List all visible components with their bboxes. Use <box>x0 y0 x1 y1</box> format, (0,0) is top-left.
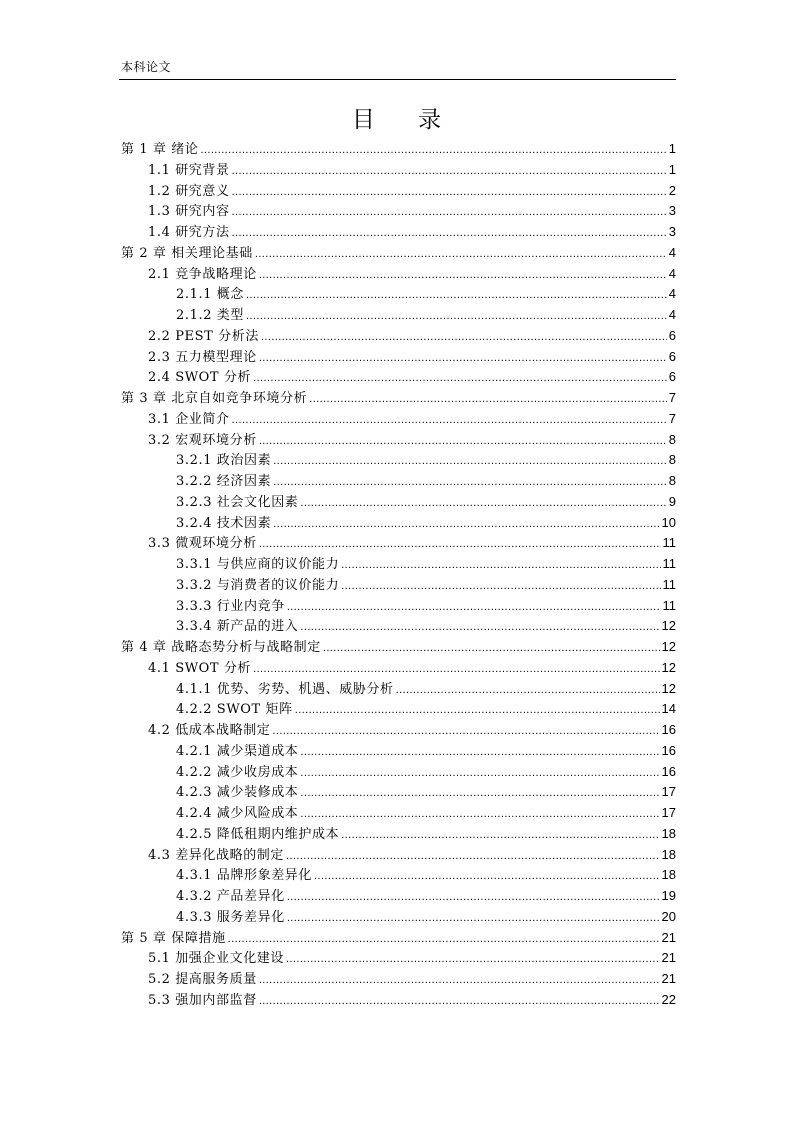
toc-entry-label: 4.3 差异化战略的制定 <box>148 847 285 863</box>
table-of-contents <box>121 139 676 1011</box>
toc-entry-label: 2.1.2 类型 <box>176 308 245 323</box>
toc-entry-page-number: 21 <box>661 971 676 986</box>
toc-entry-label: 3.3.2 与消费者的议价能力 <box>176 577 340 593</box>
toc-leader-dots <box>259 534 661 555</box>
toc-entry[interactable] <box>121 160 676 181</box>
toc-entry-page-number: 19 <box>661 888 676 903</box>
toc-entry-page-number: 21 <box>661 929 676 945</box>
toc-entry[interactable] <box>121 616 676 637</box>
toc-entry[interactable] <box>121 284 676 305</box>
toc-entry[interactable] <box>121 824 676 845</box>
toc-entry-page-number: 11 <box>662 576 676 592</box>
toc-entry-page-number: 12 <box>661 639 676 654</box>
toc-entry-page-number: 20 <box>661 908 676 924</box>
toc-leader-dots <box>300 742 659 763</box>
toc-leader-dots <box>272 721 659 742</box>
toc-entry-label: 第 2 章 相关理论基础 <box>121 245 253 261</box>
toc-entry-page-number: 6 <box>668 327 676 343</box>
toc-leader-dots <box>259 348 667 369</box>
toc-leader-dots <box>232 410 667 431</box>
toc-leader-dots <box>273 451 667 472</box>
toc-leader-dots <box>273 472 667 493</box>
toc-leader-dots <box>309 389 666 410</box>
toc-leader-dots <box>323 638 660 659</box>
toc-entry-label: 2.1.1 概念 <box>176 287 245 303</box>
toc-entry-page-number: 9 <box>668 493 676 509</box>
toc-leader-dots <box>300 493 666 514</box>
toc-entry-label: 4.3.1 品牌形象差异化 <box>176 868 313 884</box>
toc-leader-dots <box>300 617 659 638</box>
toc-entry-page-number: 18 <box>661 825 676 841</box>
toc-entry-label: 3.2.3 社会文化因素 <box>176 494 299 510</box>
toc-entry-page-number: 3 <box>668 224 676 239</box>
toc-entry[interactable] <box>121 305 676 326</box>
toc-leader-dots <box>232 161 667 182</box>
toc-entry-label: 3.3 微观环境分析 <box>148 536 257 552</box>
toc-leader-dots <box>259 431 667 452</box>
toc-leader-dots <box>341 555 660 576</box>
toc-leader-dots <box>253 368 667 389</box>
toc-entry-label: 2.3 五力模型理论 <box>148 349 257 365</box>
toc-entry-label: 3.3.4 新产品的进入 <box>176 619 299 635</box>
toc-entry-page-number: 21 <box>661 950 676 966</box>
toc-entry[interactable] <box>121 886 676 907</box>
toc-entry-page-number: 7 <box>668 410 676 426</box>
toc-entry-page-number: 16 <box>661 722 676 737</box>
toc-entry-page-number: 11 <box>662 597 676 613</box>
toc-leader-dots <box>255 244 667 265</box>
toc-leader-dots <box>228 929 660 950</box>
toc-entry-label: 3.2 宏观环境分析 <box>148 432 257 448</box>
header-divider <box>119 79 676 80</box>
page-header-text: 本科论文 <box>121 60 172 74</box>
toc-entry[interactable] <box>121 471 676 492</box>
toc-entry[interactable] <box>121 907 676 928</box>
toc-entry[interactable] <box>121 637 676 658</box>
toc-entry-label: 第 5 章 保障措施 <box>121 930 226 946</box>
toc-entry-page-number: 17 <box>661 805 676 820</box>
toc-entry-label: 4.1.1 优势、劣势、机遇、威胁分析 <box>176 681 394 697</box>
toc-entry[interactable] <box>121 990 676 1011</box>
toc-entry-label: 3.3.3 行业内竞争 <box>176 598 285 614</box>
toc-leader-dots <box>259 970 660 991</box>
toc-leader-dots <box>287 908 660 929</box>
toc-entry-label: 3.3.1 与供应商的议价能力 <box>176 557 340 572</box>
toc-entry-page-number: 18 <box>661 867 676 883</box>
toc-entry-page-number: 4 <box>668 244 676 260</box>
toc-leader-dots <box>300 783 659 804</box>
toc-entry-label: 4.3.3 服务差异化 <box>176 909 285 925</box>
toc-entry-label: 5.2 提高服务质量 <box>148 972 257 987</box>
toc-entry[interactable] <box>121 554 676 575</box>
toc-entry-label: 2.4 SWOT 分析 <box>148 370 252 386</box>
toc-entry-page-number: 16 <box>661 742 676 758</box>
toc-leader-dots <box>300 763 659 784</box>
toc-entry[interactable] <box>121 803 676 824</box>
toc-entry[interactable] <box>121 533 676 554</box>
toc-entry-label: 1.4 研究方法 <box>148 225 230 240</box>
toc-leader-dots <box>246 285 667 306</box>
toc-entry[interactable] <box>121 388 676 409</box>
toc-entry-page-number: 6 <box>668 369 676 385</box>
toc-title: 目 录 <box>351 107 460 133</box>
toc-leader-dots <box>232 223 667 244</box>
toc-entry-page-number: 8 <box>668 473 676 488</box>
toc-entry-label: 1.1 研究背景 <box>148 162 230 178</box>
toc-entry[interactable] <box>121 492 676 513</box>
toc-leader-dots <box>246 306 667 327</box>
toc-leader-dots <box>300 804 659 825</box>
toc-entry[interactable] <box>121 243 676 264</box>
toc-entry-label: 3.2.4 技术因素 <box>176 515 272 531</box>
toc-entry-page-number: 4 <box>668 307 676 322</box>
toc-entry[interactable] <box>121 347 676 368</box>
toc-entry[interactable] <box>121 181 676 202</box>
toc-entry[interactable] <box>121 367 676 388</box>
toc-entry[interactable] <box>121 222 676 243</box>
toc-entry[interactable] <box>121 596 676 617</box>
toc-entry[interactable] <box>121 741 676 762</box>
toc-entry-page-number: 11 <box>662 535 676 551</box>
toc-leader-dots <box>200 140 666 161</box>
toc-entry-page-number: 2 <box>668 182 676 198</box>
toc-leader-dots <box>396 680 660 701</box>
toc-leader-dots <box>287 887 660 908</box>
toc-leader-dots <box>259 991 660 1012</box>
toc-entry-page-number: 4 <box>668 265 676 281</box>
toc-entry[interactable] <box>121 865 676 886</box>
toc-entry-label: 4.2.2 减少收房成本 <box>176 764 299 780</box>
toc-entry[interactable] <box>121 948 676 969</box>
toc-entry-page-number: 18 <box>661 846 676 862</box>
toc-entry[interactable] <box>121 845 676 866</box>
toc-entry[interactable] <box>121 762 676 783</box>
toc-entry-label: 3.2.1 政治因素 <box>176 453 272 469</box>
toc-entry-page-number: 12 <box>661 659 676 675</box>
toc-entry-page-number: 17 <box>661 784 676 800</box>
toc-leader-dots <box>261 327 667 348</box>
toc-entry[interactable] <box>121 264 676 285</box>
toc-entry[interactable] <box>121 679 676 700</box>
toc-entry-label: 5.3 强加内部监督 <box>148 992 257 1008</box>
toc-leader-dots <box>232 182 667 203</box>
toc-entry-label: 1.2 研究意义 <box>148 183 230 199</box>
toc-entry[interactable] <box>121 928 676 949</box>
toc-entry-page-number: 4 <box>668 286 676 302</box>
toc-entry[interactable] <box>121 658 676 679</box>
toc-entry-label: 3.2.2 经济因素 <box>176 474 272 489</box>
toc-entry-label: 第 1 章 绪论 <box>121 142 199 157</box>
toc-entry-label: 4.2 低成本战略制定 <box>148 723 271 738</box>
toc-leader-dots <box>341 825 659 846</box>
toc-entry[interactable] <box>121 409 676 430</box>
toc-entry-label: 4.2.4 减少风险成本 <box>176 806 299 821</box>
toc-entry[interactable] <box>121 201 676 222</box>
toc-entry-page-number: 8 <box>668 452 676 468</box>
toc-entry-page-number: 3 <box>668 203 676 219</box>
toc-entry-page-number: 10 <box>661 514 676 530</box>
toc-entry[interactable] <box>121 782 676 803</box>
toc-entry[interactable] <box>121 720 676 741</box>
toc-entry-page-number: 1 <box>668 161 676 177</box>
toc-entry-label: 第 4 章 战略态势分析与战略制定 <box>121 640 321 655</box>
toc-leader-dots <box>232 202 667 223</box>
toc-entry-page-number: 1 <box>668 141 676 156</box>
toc-entry[interactable] <box>121 969 676 990</box>
toc-entry[interactable] <box>121 326 676 347</box>
toc-entry-label: 1.3 研究内容 <box>148 204 230 220</box>
toc-entry[interactable] <box>121 575 676 596</box>
toc-entry[interactable] <box>121 699 676 720</box>
toc-leader-dots <box>341 576 660 597</box>
toc-entry-page-number: 22 <box>661 991 676 1007</box>
toc-entry-label: 第 3 章 北京自如竞争环境分析 <box>121 391 308 406</box>
toc-entry-label: 4.2.1 减少渠道成本 <box>176 743 299 759</box>
toc-leader-dots <box>253 659 659 680</box>
toc-entry-page-number: 12 <box>661 618 676 634</box>
toc-entry[interactable] <box>121 450 676 471</box>
toc-entry-label: 2.1 竞争战略理论 <box>148 266 257 282</box>
toc-entry-label: 4.2.2 SWOT 矩阵 <box>176 702 293 718</box>
toc-entry-label: 4.2.5 降低租期内维护成本 <box>176 826 340 842</box>
toc-leader-dots <box>286 846 660 867</box>
toc-entry-label: 4.3.2 产品差异化 <box>176 889 285 904</box>
toc-leader-dots <box>295 700 660 721</box>
toc-entry-page-number: 16 <box>661 763 676 779</box>
toc-leader-dots <box>273 514 659 535</box>
toc-leader-dots <box>314 866 660 887</box>
toc-entry-page-number: 11 <box>662 556 676 571</box>
toc-entry-label: 2.2 PEST 分析法 <box>148 328 259 344</box>
toc-entry-label: 5.1 加强企业文化建设 <box>148 951 285 967</box>
toc-entry-label: 4.2.3 减少装修成本 <box>176 785 299 801</box>
toc-entry-page-number: 14 <box>661 701 676 717</box>
toc-leader-dots <box>259 265 667 286</box>
toc-leader-dots <box>286 949 660 970</box>
toc-entry-page-number: 8 <box>668 431 676 447</box>
toc-entry[interactable] <box>121 513 676 534</box>
toc-entry-label: 4.1 SWOT 分析 <box>148 660 252 676</box>
toc-entry[interactable] <box>121 139 676 160</box>
toc-entry-page-number: 12 <box>661 680 676 696</box>
toc-entry-page-number: 6 <box>668 348 676 364</box>
toc-entry[interactable] <box>121 430 676 451</box>
toc-entry-label: 3.1 企业简介 <box>148 411 230 427</box>
toc-entry-page-number: 7 <box>668 390 676 405</box>
toc-leader-dots <box>287 597 661 618</box>
